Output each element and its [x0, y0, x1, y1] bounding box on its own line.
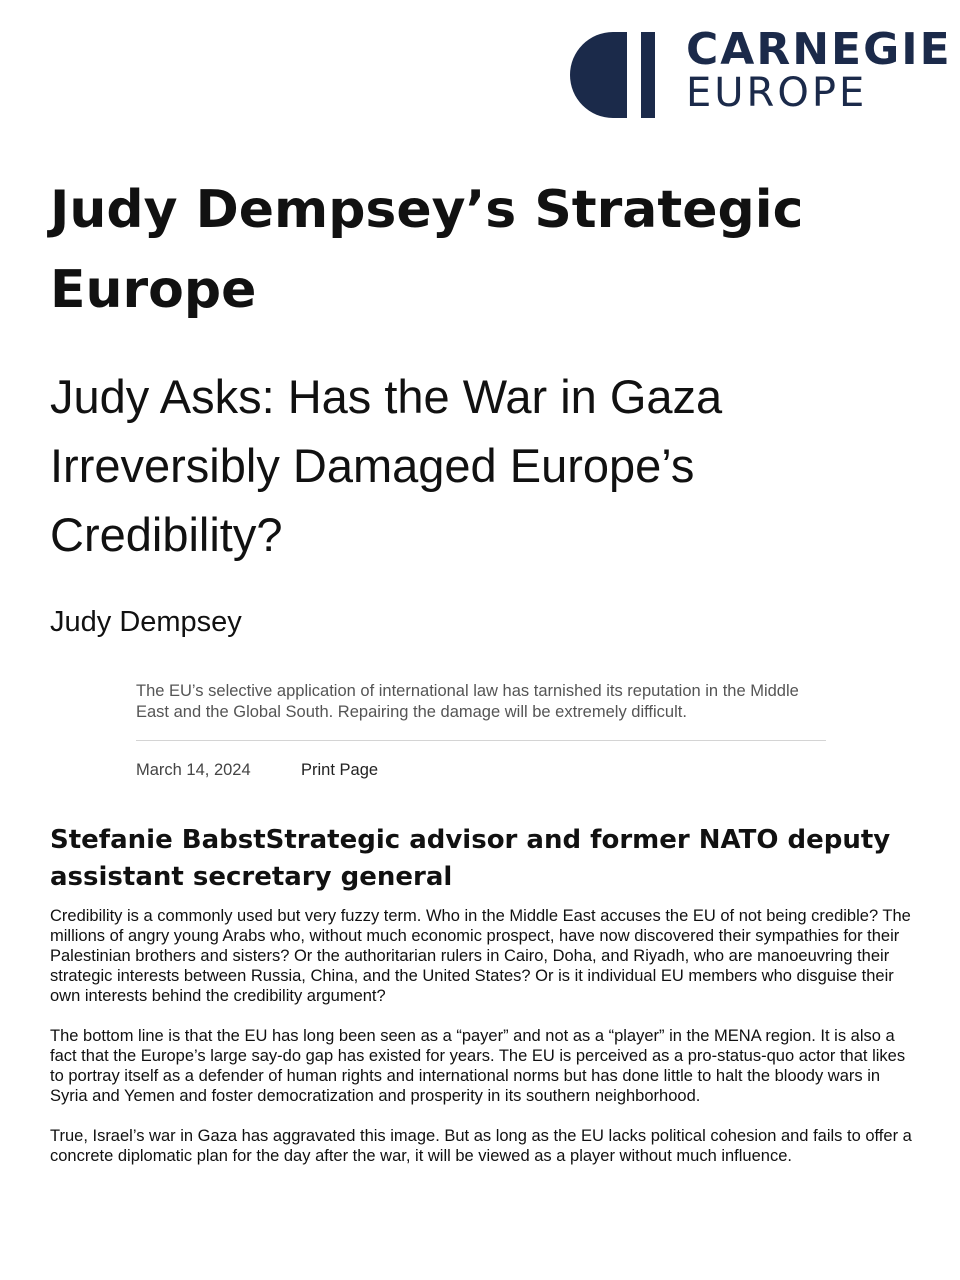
logo-line-europe: EUROPE	[686, 70, 868, 116]
body-paragraph: True, Israel’s war in Gaza has aggravated this image. But as long as the EU lacks political cohesion and fails to offer a concrete diplomatic plan for the day after the war, it will be viewed as a player without much influence.	[50, 1127, 912, 1165]
logo-line-carnegie: CARNEGIE	[686, 24, 952, 75]
article-summary: The EU’s selective application of international law has tarnished its reputation in the Middle East and the Global South. Repairing the damage will be extremely difficult.	[136, 682, 799, 721]
article-title: Judy Asks: Has the War in Gaza Irreversibly Damaged Europe’s Credibility?	[50, 370, 723, 561]
summary-divider	[136, 740, 826, 741]
publish-date: March 14, 2024	[136, 761, 251, 779]
logo-wordmark	[686, 24, 952, 116]
contributor-response	[50, 906, 914, 1186]
blog-title: Judy Dempsey’s Strategic Europe	[50, 180, 804, 320]
print-page-link[interactable]: Print Page	[301, 761, 379, 779]
body-paragraph: Credibility is a commonly used but very fuzzy term. Who in the Middle East accuses the EU of not being credible? The millions of angry young Arabs who, without much economic prospect, have now discovered their sympathies for their Palestinian brothers and sisters? Or the authoritarian rulers in Cairo, Doha, and Riyadh, who are manoeuvring their strategic interests between Russia, China, and the United States? Or is it individual EU members who disguise their own interests behind the credibility argument?	[50, 907, 911, 1005]
carnegie-europe-logo	[568, 24, 952, 120]
carnegie-logo-mark-icon	[568, 30, 658, 120]
contributor-heading: Stefanie BabstStrategic advisor and former NATO deputy assistant secretary general	[50, 825, 891, 892]
article-author[interactable]: Judy Dempsey	[50, 606, 242, 638]
body-paragraph: The bottom line is that the EU has long been seen as a “payer” and not as a “player” in the MENA region. It is also a fact that the Europe’s large say-do gap has existed for years. The EU is perceived as a pro-status-quo actor that likes to portray itself as a defender of human rights and international norms but has done little to halt the bloody wars in Syria and Yemen and foster democratization and prosperity in its southern neighborhood.	[50, 1027, 906, 1105]
